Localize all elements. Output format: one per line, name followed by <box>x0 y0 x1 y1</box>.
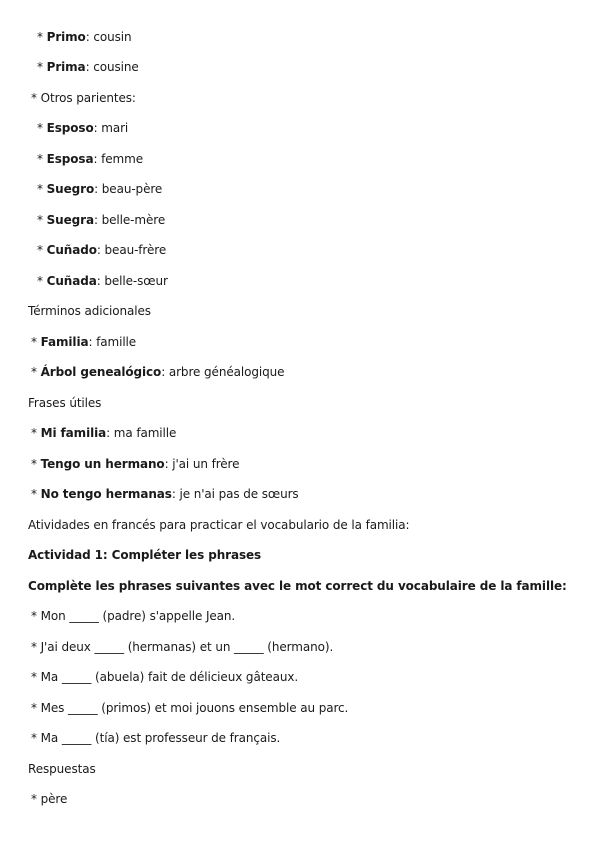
vocab-item-arbol: * Árbol genealógico: arbre généalogique <box>31 365 285 379</box>
exercise-item: * Ma _____ (abuela) fait de délicieux gâteaux. <box>31 670 299 684</box>
exercise-item: * Mon _____ (padre) s'appelle Jean. <box>31 609 236 623</box>
phrase-item: * Tengo un hermano: j'ai un frère <box>31 457 240 471</box>
vocab-term: Cuñada <box>46 274 97 288</box>
vocab-item-familia: * Familia: famille <box>31 335 137 349</box>
vocab-item-primo: * Primo: cousin <box>37 30 132 44</box>
vocab-item-esposo: * Esposo: mari <box>37 121 129 135</box>
section-heading: Términos adicionales <box>28 304 151 318</box>
vocab-term: Suegra <box>46 213 94 227</box>
vocab-item-suegra: * Suegra: belle-mère <box>37 213 166 227</box>
vocab-term: Primo <box>46 30 86 44</box>
vocab-term: Esposa <box>46 152 94 166</box>
vocab-term: Prima <box>46 60 86 74</box>
paragraph: Atividades en francés para practicar el vocabulario de la familia: <box>28 518 410 532</box>
vocab-item-cunado: * Cuñado: beau-frère <box>37 243 167 257</box>
section-heading: Frases útiles <box>28 396 102 410</box>
vocab-item-esposa: * Esposa: femme <box>37 152 143 166</box>
subsection-heading: * Otros parientes: <box>31 91 136 105</box>
vocab-item-suegro: * Suegro: beau-père <box>37 182 163 196</box>
phrase-item: * No tengo hermanas: je n'ai pas de sœurs <box>31 487 299 501</box>
vocab-term: Árbol genealógico <box>40 365 162 379</box>
vocab-item-cunada: * Cuñada: belle-sœur <box>37 274 168 288</box>
phrase-term: No tengo hermanas <box>40 487 172 501</box>
section-heading: Respuestas <box>28 762 96 776</box>
exercise-item: * Ma _____ (tía) est professeur de français. <box>31 731 281 745</box>
vocab-item-prima: * Prima: cousine <box>37 60 139 74</box>
activity-heading: Actividad 1: Compléter les phrases <box>28 548 262 562</box>
phrase-item: * Mi familia: ma famille <box>31 426 177 440</box>
vocab-term: Cuñado <box>46 243 97 257</box>
exercise-item: * J'ai deux _____ (hermanas) et un _____ (hermano). <box>31 640 334 654</box>
phrase-term: Mi familia <box>40 426 107 440</box>
exercise-item: * Mes _____ (primos) et moi jouons ensemble au parc. <box>31 701 349 715</box>
vocab-term: Esposo <box>46 121 94 135</box>
vocab-term: Familia <box>40 335 89 349</box>
vocab-term: Suegro <box>46 182 95 196</box>
activity-instructions: Complète les phrases suivantes avec le mot correct du vocabulaire de la famille: <box>28 579 567 593</box>
answer-item: * père <box>31 792 68 806</box>
phrase-term: Tengo un hermano <box>40 457 165 471</box>
